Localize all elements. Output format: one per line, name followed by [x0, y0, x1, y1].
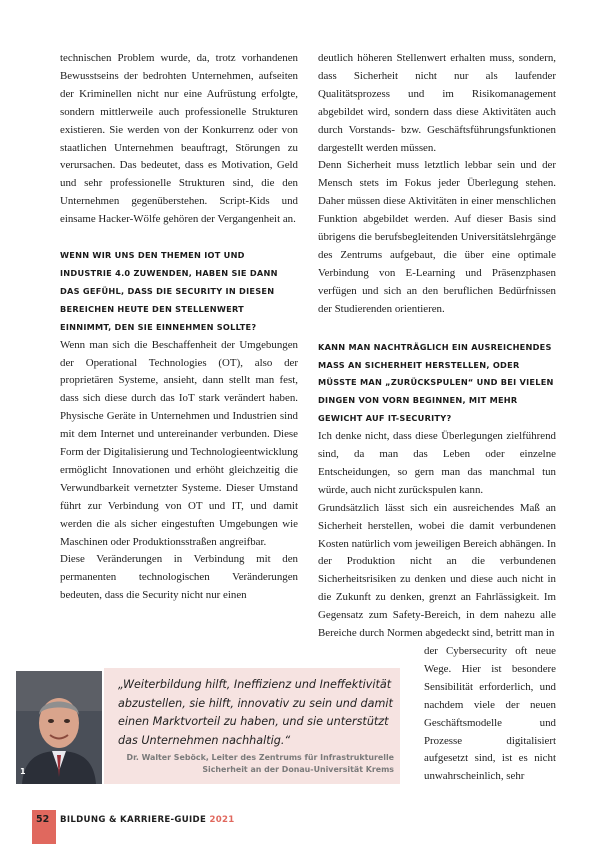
left-paragraph-2: Wenn man sich die Beschaffenheit der Umgebungen der Operational Technologies (OT), also der proprietären Systeme, ansieht, dann stellt man fest, dass sich diese durch das IoT stark verändert haben. Physische Geräte in Unternehmen und Industrien sind mit dem Internet und untereinander verbunden. Diese Form der Digitalisierung und Technologieentwicklung ermöglicht Innovationen und erhöht gleichzeitig die Verwundbarkeit vernetzter Systeme. Dieser Umstand führt zur Verbindung von OT und IT, und damit werden die als sicher eingestuften Umgebungen wie Maschinen oder Produktionsstraßen angreifbar. — [60, 338, 298, 548]
portrait-illustration — [16, 671, 102, 784]
page-number: 52 — [36, 814, 50, 825]
right-paragraph-4: Grundsätzlich lässt sich ein ausreichendes Maß an Sicherheit herstellen, wobei die damit verbundenen Kosten natürlich vom jeweiligen Bereich abhängen. In der Produktion nicht an die verbundenen Sicherheitsrisiken zu denken und diese auch nicht in die Zukunft zu denken, grenzt an Fahrlässigkeit. Im Gegensatz zum Safety-Bereich, in dem nahezu alle Bereiche durch Normen abgedeckt sind, betritt man in — [318, 501, 557, 640]
right-paragraph-3: Ich denke nicht, dass diese Überlegungen zielführend sind, da man das Leben oder einzelne Entscheidungen, so gern man das manchmal tun würde, auch nicht zurückspulen kann. — [318, 430, 556, 496]
left-paragraph-3: Diese Veränderungen in Verbindung mit den permanenten technologischen Veränderungen bedeuten, dass die Security nicht nur einen — [60, 553, 298, 602]
left-column — [60, 50, 298, 605]
footer-title-text: BILDUNG & KARRIERE-GUIDE — [60, 815, 207, 825]
footer-year: 2021 — [209, 815, 235, 825]
photo-number: 1 — [20, 767, 26, 776]
right-paragraph-1: deutlich höheren Stellenwert erhalten muss, sondern, dass Sicherheit nicht nur als laufender Qualitätsprozess und im Risikomanagement abgebildet wird, sondern dass diese Aktivitäten auch durch Vorstands- bzw. Geschäftsführungsfunktionen dargestellt werden müssen. — [318, 52, 556, 154]
interview-question-2: KANN MAN NACHTRÄGLICH EIN AUSREICHENDES MASS AN SICHERHEIT HERSTELLEN, ODER MÜSSTE MAN „ZURÜCKSPULEN“ UND BEI VIELEN DINGEN VON VORN BEGINNEN, MIT MEHR GEWICHT AUF IT-SECURITY? — [318, 341, 554, 424]
footer-title — [60, 815, 235, 825]
right-paragraph-2: Denn Sicherheit muss letztlich lebbar sein und der Mensch stets im Fokus jeder Überlegung stehen. Daher müssen diese Aktivitäten in einer menschlichen Funktion abgebildet werden. Auf dieser Basis sind übrigens die berufsbegleitenden Universitätslehrgänge des Zentrums aufgebaut, die über eine optimale Verbindung von E-Learning und Präsenzphasen verfügen und sich an den beruflichen Bedürfnissen der Studierenden orientieren. — [318, 159, 556, 315]
quote-attribution: Dr. Walter Seböck, Leiter des Zentrums für Infrastrukturelle Sicherheit an der Donau-Universität Krems — [126, 753, 394, 774]
interview-question-1: WENN WIR UNS DEN THEMEN IOT UND INDUSTRIE 4.0 ZUWENDEN, HABEN SIE DANN DAS GEFÜHL, DASS DIE SECURITY IN DIESEN BEREICHEN HEUTE DEN STELLENWERT EINNIMMT, DEN SIE EINNEHMEN SOLLTE? — [60, 250, 278, 332]
portrait-photo — [16, 671, 102, 784]
right-paragraph-4-continued: der Cybersecurity oft neue Wege. Hier ist besondere Sensibilität erforderlich, und nachdem viele der neuen Geschäftsmodelle und Prozesse digitalisiert aufgesetzt sind, ist es nicht unwahrscheinlich, sehr — [424, 645, 556, 783]
left-paragraph-1: technischen Problem wurde, da, trotz vorhandenen Bewusstseins der bedrohten Unternehmen, aufseiten der Kriminellen nicht nur eine Aufrüstung erfolgte, sondern mittlerweile auch professionelle Strukturen existieren. Sie werden von der Konkurrenz oder von staatlichen Unternehmen beauftragt, Störungen zu verursachen. Das bedeutet, dass es Motivation, Geld und sehr professionelle Strukturen sind, die den Unternehmen gegenüberstehen. Script-Kids und einsame Hacker-Wölfe gehören der Vergangenheit an. — [60, 52, 298, 226]
quote-text: „Weiterbildung hilft, Ineffizienz und Ineffektivität abzustellen, sie hilft, innovativ zu sein und damit einen Marktvorteil zu haben, und sie unterstützt das Unternehmen nachhaltig.“ — [118, 678, 393, 747]
